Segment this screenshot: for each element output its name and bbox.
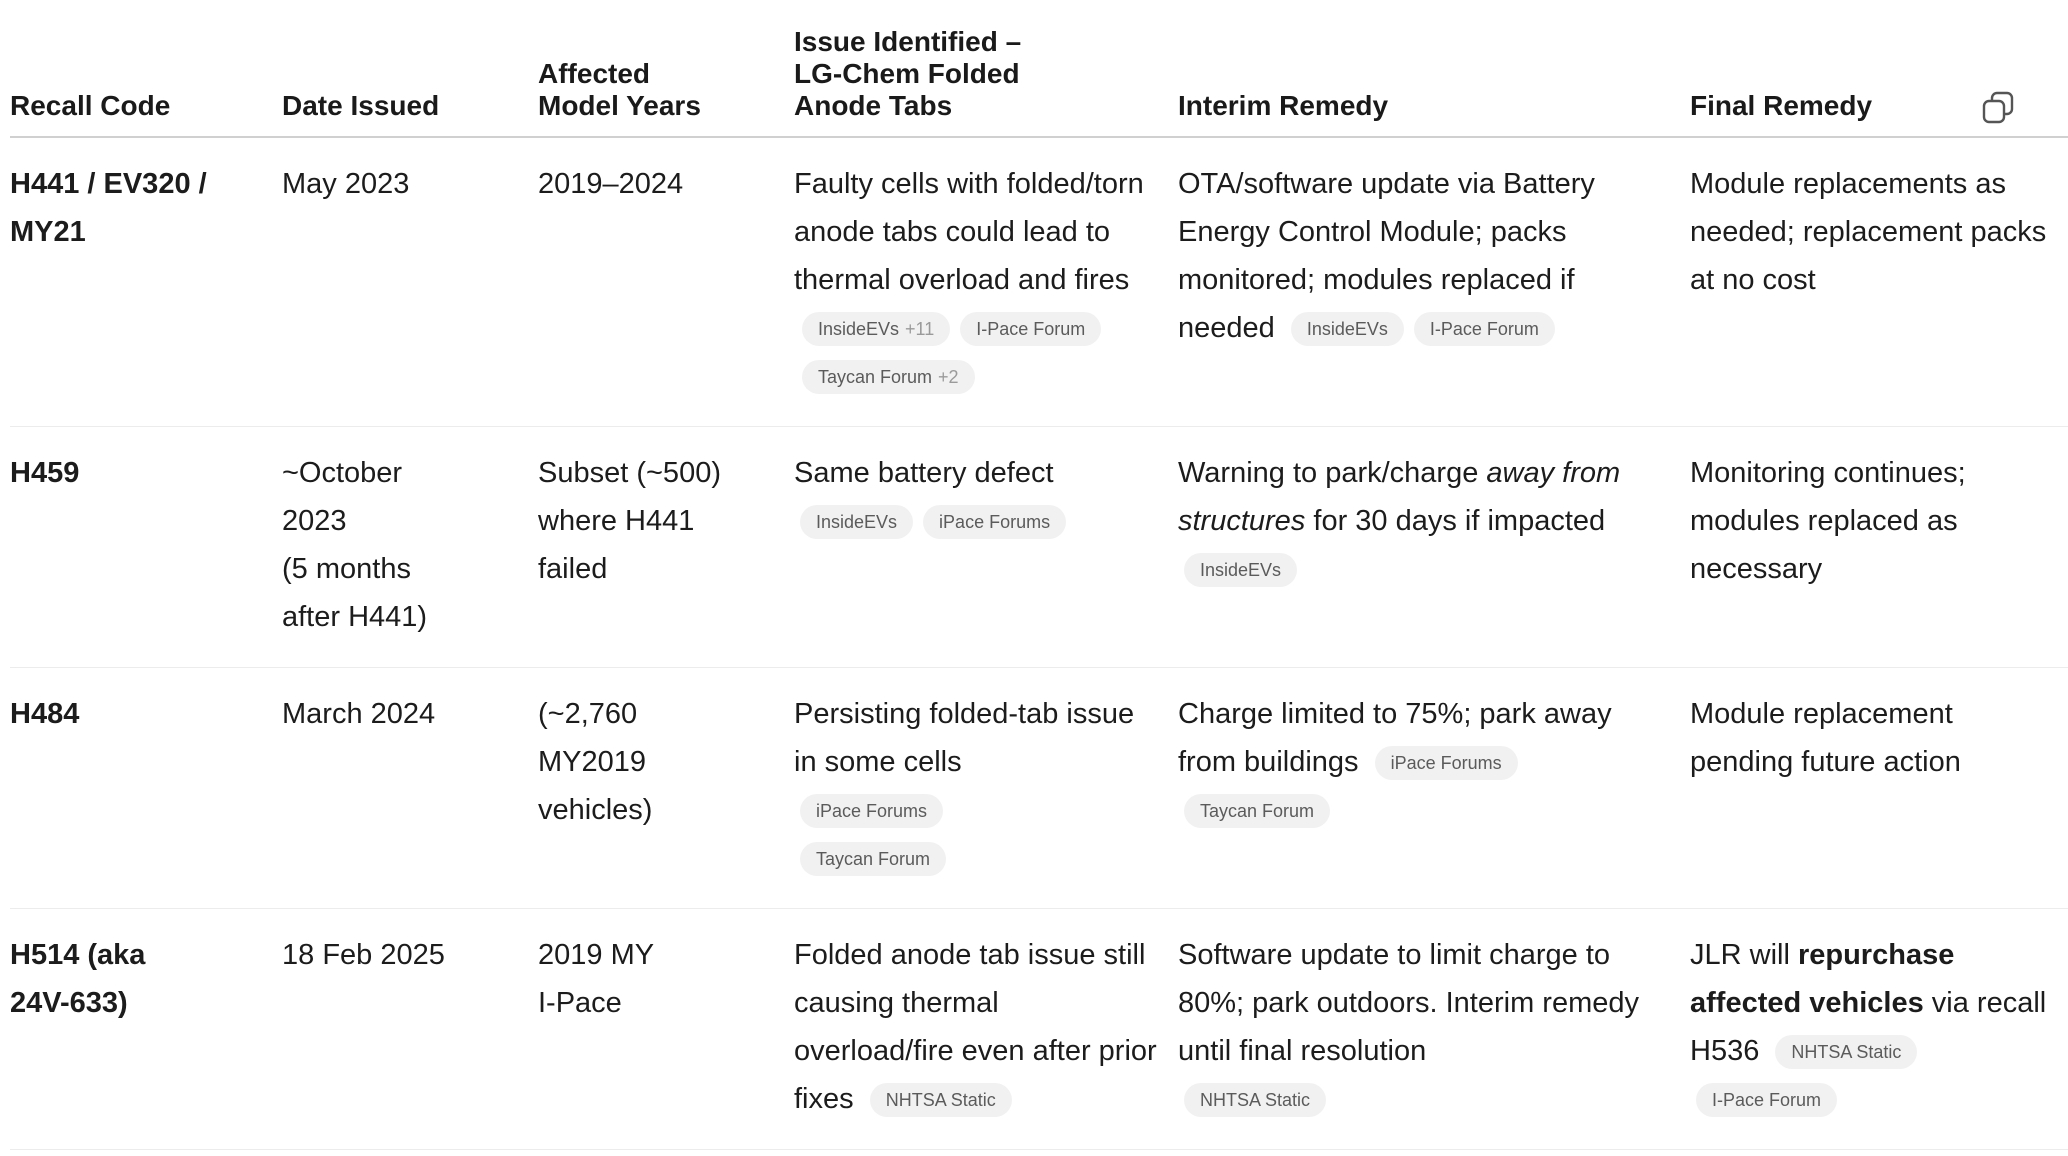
- source-pill[interactable]: I-Pace Forum: [1414, 312, 1555, 346]
- source-pill[interactable]: I-Pace Forum: [1696, 1083, 1837, 1117]
- source-pill[interactable]: Taycan Forum: [800, 842, 946, 876]
- issue-cell: Persisting folded-tab issue in some cells iPace Forums Taycan Forum: [794, 668, 1178, 909]
- source-pill[interactable]: iPace Forums: [923, 505, 1066, 539]
- copy-icon: [1980, 90, 2016, 126]
- date-issued-cell: March 2024: [282, 668, 538, 909]
- header-affected-model-years: Affected Model Years: [538, 0, 794, 137]
- affected-years-cell: Subset (~500) where H441 failed: [538, 427, 794, 668]
- table-header-row: [10, 0, 2068, 137]
- source-pill[interactable]: InsideEVs: [800, 505, 913, 539]
- table-row: [10, 909, 2068, 1150]
- final-remedy-cell: JLR will repurchase affected vehicles via recall H536 NHTSA Static I-Pace Forum: [1690, 909, 2068, 1150]
- issue-cell: Same battery defect InsideEVs iPace Forums: [794, 427, 1178, 668]
- source-pill[interactable]: InsideEVs: [1291, 312, 1404, 346]
- final-remedy-cell: Module replacement pending future action: [1690, 668, 2068, 909]
- table-row: [10, 137, 2068, 427]
- date-issued-cell: May 2023: [282, 137, 538, 427]
- affected-years-cell: 2019–2024: [538, 137, 794, 427]
- header-issue-identified: Issue Identified – LG-Chem Folded Anode Tabs: [794, 0, 1178, 137]
- source-pill[interactable]: NHTSA Static: [1775, 1035, 1917, 1069]
- table-row: [10, 668, 2068, 909]
- copy-table-button[interactable]: [1980, 90, 2016, 126]
- source-pill[interactable]: Taycan Forum: [1184, 794, 1330, 828]
- interim-remedy-cell: Software update to limit charge to 80%; park outdoors. Interim remedy until final resolution NHTSA Static: [1178, 909, 1690, 1150]
- recall-code-cell: H459: [10, 427, 282, 668]
- source-pill[interactable]: InsideEVs +11: [802, 312, 950, 346]
- source-pill[interactable]: Taycan Forum +2: [802, 360, 975, 394]
- affected-years-cell: 2019 MY I-Pace: [538, 909, 794, 1150]
- date-issued-cell: ~October 2023 (5 months after H441): [282, 427, 538, 668]
- recall-code-cell: H484: [10, 668, 282, 909]
- table-row: [10, 427, 2068, 668]
- date-issued-cell: 18 Feb 2025: [282, 909, 538, 1150]
- source-pill[interactable]: iPace Forums: [800, 794, 943, 828]
- source-pill[interactable]: I-Pace Forum: [960, 312, 1101, 346]
- final-remedy-cell: Module replacements as needed; replacement packs at no cost: [1690, 137, 2068, 427]
- source-pill[interactable]: iPace Forums: [1375, 746, 1518, 780]
- issue-cell: Faulty cells with folded/torn anode tabs could lead to thermal overload and fires InsideEVs +11 I-Pace Forum Taycan Forum +2: [794, 137, 1178, 427]
- source-pill[interactable]: NHTSA Static: [870, 1083, 1012, 1117]
- interim-remedy-cell: Warning to park/charge away from structures for 30 days if impacted InsideEVs: [1178, 427, 1690, 668]
- interim-remedy-cell: Charge limited to 75%; park away from buildings iPace Forums Taycan Forum: [1178, 668, 1690, 909]
- recall-code-cell: H514 (aka 24V-633): [10, 909, 282, 1150]
- interim-remedy-cell: OTA/software update via Battery Energy Control Module; packs monitored; modules replaced if needed InsideEVs I-Pace Forum: [1178, 137, 1690, 427]
- affected-years-cell: (~2,760 MY2019 vehicles): [538, 668, 794, 909]
- header-recall-code: Recall Code: [10, 0, 282, 137]
- header-final-remedy: Final Remedy: [1690, 0, 2068, 137]
- issue-cell: Folded anode tab issue still causing thermal overload/fire even after prior fixes NHTSA Static: [794, 909, 1178, 1150]
- header-interim-remedy: Interim Remedy: [1178, 0, 1690, 137]
- recall-table: [10, 0, 2068, 1150]
- final-remedy-cell: Monitoring continues; modules replaced as necessary: [1690, 427, 2068, 668]
- source-pill[interactable]: InsideEVs: [1184, 553, 1297, 587]
- header-date-issued: Date Issued: [282, 0, 538, 137]
- recall-code-cell: H441 / EV320 / MY21: [10, 137, 282, 427]
- recall-table-container: [10, 0, 2068, 1150]
- source-pill[interactable]: NHTSA Static: [1184, 1083, 1326, 1117]
